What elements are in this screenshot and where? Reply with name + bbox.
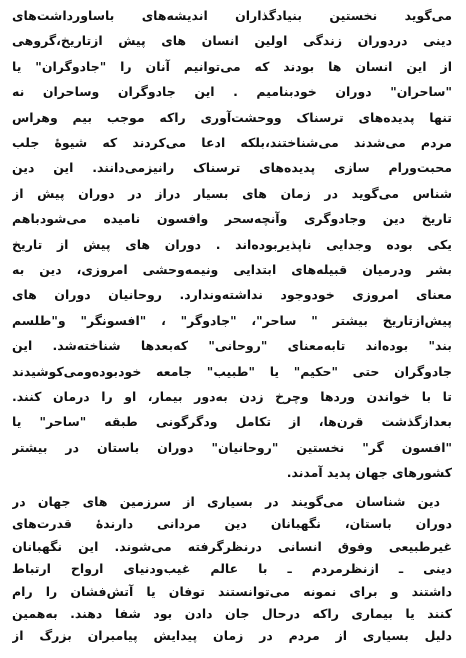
- text-line: مردم می‌شدند می‌شناختند،بلکه ادعا می‌کردند که شیوهٔ جلب: [12, 135, 452, 150]
- text-line: جادوگران حتی "حکیم" یا "طبیب" جامعه خودبوده‌ومی‌کوشیدند: [12, 363, 452, 379]
- text-line: دوران باستان، نگهبانان دین مردانی دارندهٔ قدرت‌های: [12, 516, 452, 532]
- text-line: محبت‌ورام سازی پدیده‌های ترسناک رانیزمی‌دانند. این دین: [12, 160, 452, 176]
- text-line: کنند یا بیماری راکه درحال جان دادن بود شفا دهند. به‌همین: [12, 606, 452, 621]
- text-line: شناس می‌گوید در زمان های بسیار دراز در دوران پیش از: [12, 185, 452, 201]
- text-line: کشورهای جهان پدید آمدند.: [286, 465, 452, 481]
- text-line: از این انسان ها بودند که می‌توانیم آنان را "جادوگران" یا: [12, 58, 452, 74]
- text-line: دین شناسان می‌گویند در بسیاری از سرزمین های جهان در: [12, 494, 440, 509]
- text-line: پیش‌ازتاریخ بیشتر " ساحر"، "جادوگر" ، "افسونگر" و"طلسم: [12, 312, 452, 328]
- text-line: تاریخ دین وجادوگری وآنچه‌سحر وافسون نامیده می‌شودباهم: [12, 211, 452, 227]
- text-line: یکی بوده وجدایی ناپذیربوده‌اند . دوران های پیش از تاریخ: [12, 236, 452, 252]
- text-line: دینی دردوران زندگی اولین انسان های پیش ازتاریخ،گروهی: [12, 33, 452, 49]
- text-line: معنای امروزی خودوجود نداشته‌وندارد. روحانیان دوران های: [12, 287, 452, 303]
- text-line: بشر ودرمیان قبیله‌های ابتدایی ونیمه‌وحشی امروزی، دین به: [12, 262, 452, 277]
- text-line: بند" بوده‌اند تابه‌معنای "روحانی" که‌بعدها شناخته‌شد. این: [12, 338, 452, 354]
- text-line: داشتند و برای نمونه می‌توانستند توفان یا آتش‌فشان را رام: [12, 583, 452, 599]
- text-line: می‌گوید نخستین بنیادگذاران اندیشه‌های باساورداشت‌های: [12, 8, 452, 23]
- text-line: "ساحران" دوران خودبنامیم . این جادوگران وساحران نه: [12, 84, 452, 100]
- text-line: تنها پدیده‌های ترسناک ووحشت‌آوری راکه موجب بیم وهراس: [12, 109, 452, 125]
- text-line: "افسون گر" نخستین "روحانیان" دوران باستان در بیشتر: [12, 439, 452, 455]
- text-line: دلیل بسیاری از مردم در زمان پیدایش پیامبران بزرگ از: [12, 628, 452, 644]
- text-line: تا با خواندن وردها وچرخ زدن به‌دور بیمار، او را درمان کنند.: [12, 389, 452, 404]
- text-line: دینی ـ ازنظرمردم ـ با عالم غیب‌ودنیای ارواح ارتباط: [12, 561, 452, 577]
- text-line: بعدازگذشت قرن‌ها، از تکامل ودگرگونی طبقه "ساحر" یا: [12, 414, 452, 430]
- text-line: غیرطبیعی وفوق انسانی درنظرگرفته می‌شوند. این نگهبانان: [12, 538, 452, 554]
